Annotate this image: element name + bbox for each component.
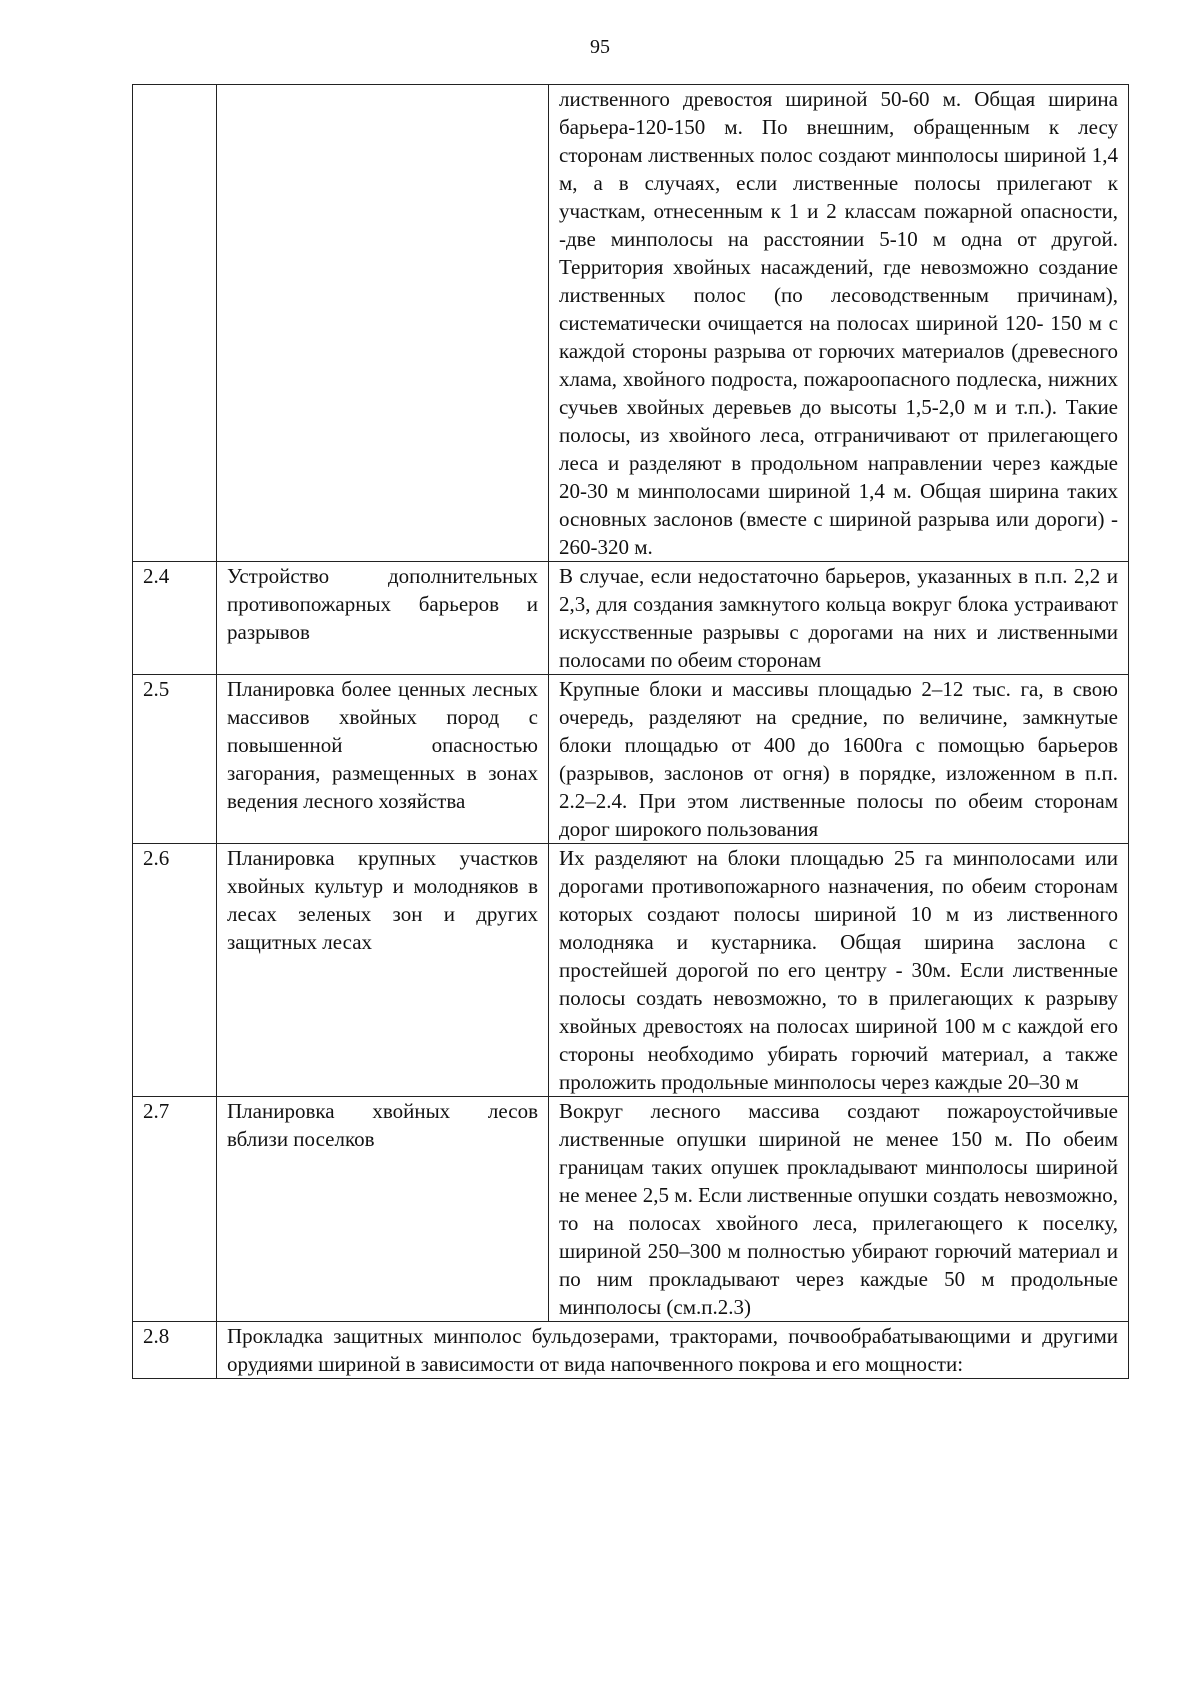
measures-table xyxy=(132,84,1129,1379)
row-title xyxy=(217,85,549,562)
table-row-2-4 xyxy=(133,562,1129,675)
row-description: лиственного древостоя шириной 50-60 м. Общая ширина барьера-120-150 м. По внешним, обращенным к лесу сторонам лиственных полос создают минполосы шириной 1,4 м, а в случаях, если лиственные полосы прилегают к участкам, отнесенным к 1 и 2 классам пожарной опасности, -две минполосы на расстоянии 5-10 м одна от другой. Территория хвойных насаждений, где невозможно создание лиственных полос (по лесоводственным причинам), систематически очищается на полосах шириной 120- 150 м с каждой стороны разрыва от горючих материалов (древесного хлама, хвойного подроста, пожароопасного подлеска, нижних сучьев хвойных деревьев до высоты 1,5-2,0 м и т.п.). Такие полосы, из хвойного леса, отграничивают от прилегающего леса и разделяют в продольном направлении через каждые 20-30 м минполосами шириной 1,4 м. Общая ширина таких основных заслонов (вместе с шириной разрыва или дороги) - 260-320 м. xyxy=(549,85,1129,562)
row-number: 2.5 xyxy=(133,675,217,844)
row-number: 2.7 xyxy=(133,1097,217,1322)
page-number: 95 xyxy=(590,36,610,58)
table-row-continuation xyxy=(133,85,1129,562)
row-description: Крупные блоки и массивы площадью 2–12 тыс. га, в свою очередь, разделяют на средние, по величине, замкнутые блоки площадью от 400 до 1600га с помощью барьеров (разрывов, заслонов от огня) в порядке, изложенном в п.п. 2.2–2.4. При этом лиственные полосы по обеим сторонам дорог широкого пользования xyxy=(549,675,1129,844)
row-number xyxy=(133,85,217,562)
row-full-text: Прокладка защитных минполос бульдозерами, тракторами, почвообрабатывающими и другими орудиями шириной в зависимости от вида напочвенного покрова и его мощности: xyxy=(217,1322,1129,1379)
table-row-2-5 xyxy=(133,675,1129,844)
row-number: 2.8 xyxy=(133,1322,217,1379)
row-description: Их разделяют на блоки площадью 25 га минполосами или дорогами противопожарного назначения, по обеим сторонам которых создают полосы шириной 10 м из лиственного молодняка и кустарника. Общая ширина заслона с простейшей дорогой по его центру - 30м. Если лиственные полосы создать невозможно, то в прилегающих к разрыву хвойных древостоях на полосах шириной 100 м с каждой его стороны необходимо убирать горючий материал, а также проложить продольные минполосы через каждые 20–30 м xyxy=(549,844,1129,1097)
table-row-2-7 xyxy=(133,1097,1129,1322)
table-row-2-8 xyxy=(133,1322,1129,1379)
row-title: Устройство дополнительных противопожарных барьеров и разрывов xyxy=(217,562,549,675)
table-row-2-6 xyxy=(133,844,1129,1097)
row-title: Планировка хвойных лесов вблизи поселков xyxy=(217,1097,549,1322)
row-description: В случае, если недостаточно барьеров, указанных в п.п. 2,2 и 2,3, для создания замкнутого кольца вокруг блока устраивают искусственные разрывы с дорогами на них и лиственными полосами по обеим сторонам xyxy=(549,562,1129,675)
row-number: 2.4 xyxy=(133,562,217,675)
row-title: Планировка более ценных лесных массивов хвойных пород с повышенной опасностью загорания, размещенных в зонах ведения лесного хозяйства xyxy=(217,675,549,844)
row-title: Планировка крупных участков хвойных культур и молодняков в лесах зеленых зон и других защитных лесах xyxy=(217,844,549,1097)
row-number: 2.6 xyxy=(133,844,217,1097)
row-description: Вокруг лесного массива создают пожароустойчивые лиственные опушки шириной не менее 150 м. По обеим границам таких опушек прокладывают минполосы шириной не менее 2,5 м. Если лиственные опушки создать невозможно, то на полосах хвойного леса, прилегающего к поселку, шириной 250–300 м полностью убирают горючий материал и по ним прокладывают через каждые 50 м продольные минполосы (см.п.2.3) xyxy=(549,1097,1129,1322)
